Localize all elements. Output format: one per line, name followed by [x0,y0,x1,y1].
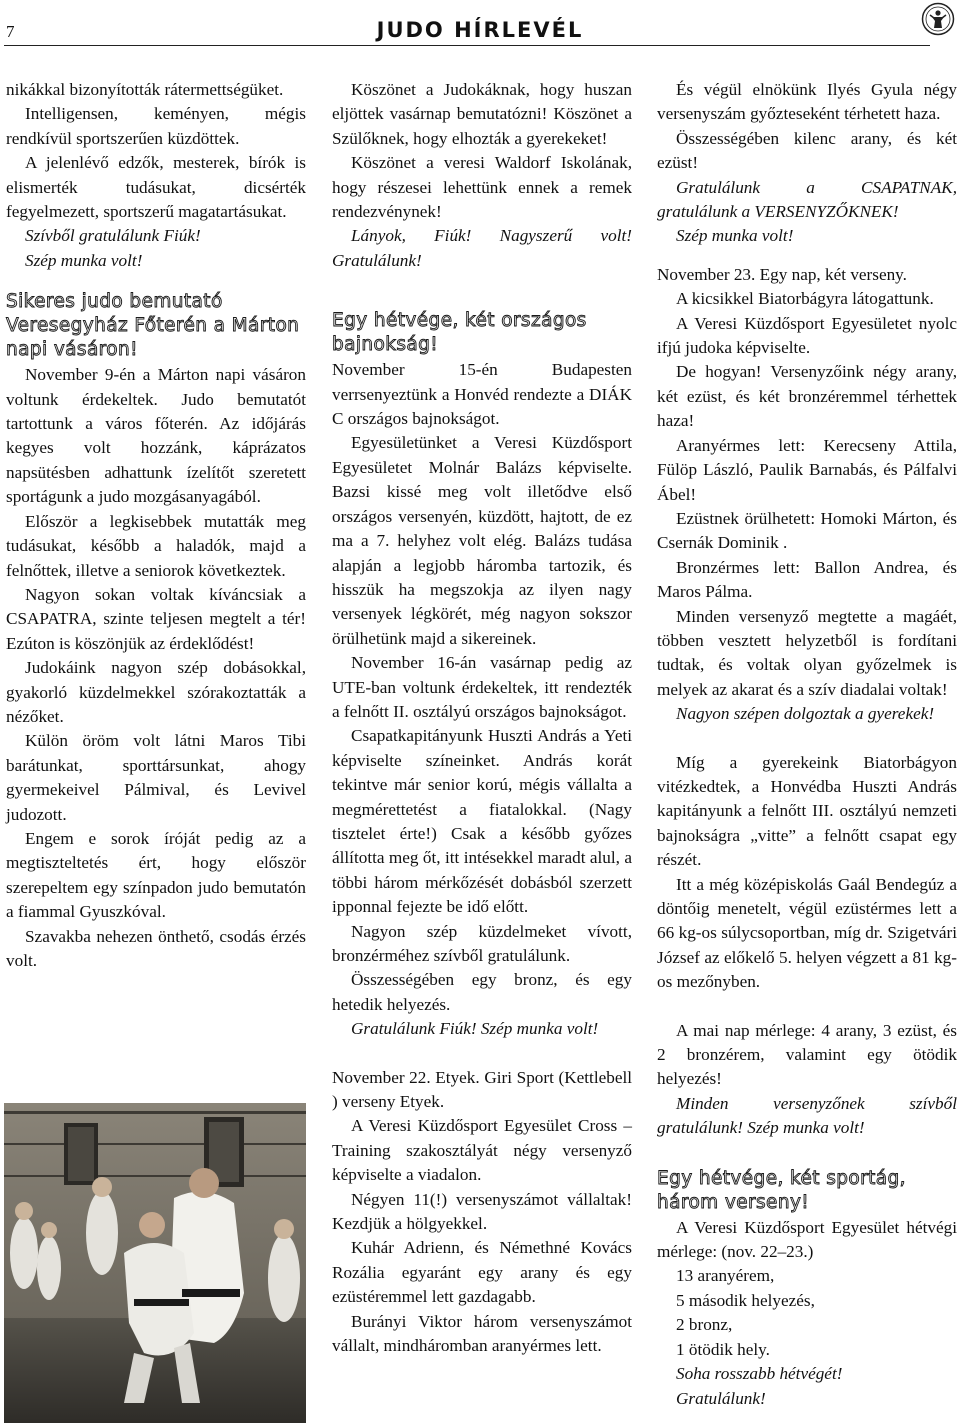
list-item: 5 második helyezés, [676,1290,815,1310]
page-number: 7 [6,22,15,41]
paragraph [657,263,957,287]
list-item: 13 aranyérem, [676,1266,775,1286]
judo-demonstration-photo [4,1103,306,1423]
paragraph: Csapatkapitányunk Huszti András a Yeti képviselte színeinket. András korát tekintve már senior korú, mégis vállalta a megmérettetést a fiatalokkal. (Nagy tisztelet érte!) Csak a később győzes állította meg őt, itt intésekkel maradt alul, a többi három mérkőzését dobásból szerzett ipponnal fejezte be idő előtt. [332,726,632,917]
paragraph: nikákkal bizonyították rátermettségüket. [6,80,284,99]
column-3 [657,78,957,1411]
header-rule [4,45,930,46]
section-heading: Egy hétvége, két országos bajnokság! [332,310,587,356]
paragraph: Összességében egy bronz, és egy hetedik helyezés. [332,970,632,1014]
paragraph: Nagyon szép küzdelmeket vívott, bronzérméhez szívből gratulálunk. [332,921,632,965]
paragraph: Gratulálunk Fiúk! Szép munka volt! [351,1019,599,1039]
paragraph: Aranyérmes lett: Kerecseny Attila, Fülöp László, Paulik Barnabás, és Pálfalvi Ábel! [657,435,957,504]
section-heading: Egy hétvége, két sportág, három verseny! [657,1167,906,1213]
paragraph: A Veresi Küzdősport Egyesület hétvégi mérlege: (nov. 22–23.) [657,1217,957,1262]
paragraph: És végül elnökünk Ilyés Gyula négy versenyszám győzteseként térhetett haza. [657,80,957,124]
paragraph: Judokáink nagyon szép dobásokkal, gyakorló küzdelmekkel szórakoztatták a nézőket. [6,658,306,726]
paragraph: Soha rosszabb hétvégét! [676,1364,843,1384]
paragraph: November 9-én a Márton napi vásáron voltunk érdekeltek. Judo bemutatót tartottunk a város főterén. Az időjárás kegyes volt hozzánk, káprázatos napsütésben adhattunk ízelítőt szeretett sportágunk a judo mozgásanyagából. [6,365,306,507]
paragraph: A kicsikkel Biatorbágyra látogattunk. [676,289,934,309]
paragraph: Ezüstnek örülhetett: Homoki Márton, és Csernák Dominik . [657,508,957,553]
list-item: 2 bronz, [676,1315,733,1335]
paragraph [332,1066,632,1115]
paragraph-text: Budapesten verrsenyeztünk a Honvéd rendezte a DIÁK C országos bajnokságot. [332,360,632,429]
paragraph: November 16-án vasárnap pedig az UTE-ban voltunk érdekeltek, itt rendezték a felnőtt II. osztályú országos bajnokságot. [332,653,632,721]
paragraph: A Veresi Küzdősport Egyesületet nyolc ifjú judoka képviselte. [657,313,957,358]
event-date: November 22. [332,1067,431,1087]
paragraph: Kuhár Adrienn, és Némethné Kovács Rozália egyaránt egy arany és egy ezüstéremmel lett gazdagabb. [332,1238,632,1307]
section-heading: Sikeres judo bemutató Veresegyház Főterén a Márton napi vásáron! [6,291,300,361]
paragraph: Engem e sorok íróját pedig az a megtiszteltetés ért, hogy először szerepeltem egy színpadon judo bemutatón a fiammal Gyuszkóval. [6,828,306,922]
paragraph-text: Egy nap, két verseny. [755,264,907,284]
paragraph: Gratulálunk! [676,1388,766,1408]
paragraph: Szavakba nehezen önthető, csodás érzés volt. [6,926,306,970]
paragraph: Egyesületünket a Veresi Küzdősport Egyesületet Molnár Balázs képviselte. Bazsi kissé meg volt illetődve első országos versenyén, küzdött, hajtott, de ez ma a 7. helyhez volt elég. Balázs tudása alapján a legjobb háromba tartozik, és hisszük ha megszokja az ilyen nagy versenyek légkörét, még nagyon sokszor örülhetünk majd a sikereinek. [332,433,632,648]
paragraph: Először a legkisebbek mutatták meg tudásukat, később a haladók, majd a felnőttek, illetve a seniorok következtek. [6,511,306,580]
list-item: 1 ötödik hely. [676,1339,770,1359]
paragraph: Itt a még középiskolás Gaál Bendegúz a döntőig menetelt, végül ezüstérmes lett a 66 kg-os súlycsoportban, míg dr. Szigetvári József az előkelő 5. helyen végzett a 81 kg-os mezőnyben. [657,874,957,992]
event-date: November 15-én [332,360,498,380]
paragraph: Négyen 11(!) versenyszámot vállaltak! Kezdjük a hölgyekkel. [332,1189,632,1234]
paragraph: Nagyon sokan voltak kíváncsiak a CSAPATRA, szinte teljesen megtelt a tér! Ezúton is köszönjük az érdeklődést! [6,584,306,653]
paragraph: Intelligensen, keményen, mégis rendkívül sportszerűen küzdöttek. [6,104,306,148]
paragraph: Lányok, Fiúk! Nagyszerű volt! Gratulálunk! [332,226,632,270]
paragraph: A jelenlévő edzők, mesterek, bírók is elismerték tudásukat, dicsérték fegyelmezett, sportszerű magatartásukat. [6,153,306,222]
paragraph: Köszönet a veresi Waldorf Iskolának, hogy részesei lehettünk ennek a remek rendezvénynek! [332,153,632,222]
paragraph: Szép munka volt! [676,226,794,246]
paragraph: Köszönet a Judokáknak, hogy huszan eljöttek vasárnap bemutatózni! Köszönet a Szülőknek, hogy elhozták a gyerekeket! [332,80,632,148]
event-date: November 23. [657,264,756,284]
paragraph: A Veresi Küzdősport Egyesület Cross – Training szakosztályát négy versenyző képviselte a viadalon. [332,1116,632,1185]
paragraph: Minden versenyző megtette a magáét, többen vesztett helyzetből is fordítani tudtak, és voltak olyan győzelmek is melyek az akarat és a szív diadalai voltak! [657,606,957,699]
paragraph: Bronzérmes lett: Ballon Andrea, és Maros Pálma. [657,557,957,602]
paragraph: Míg a gyerekeink Biatorbágyon vitézkedtek, a Honvédba Huszti András kapitányunk a felnőtt III. osztályú nemzeti bajnokságra „vitte” a felnőtt csapat egy részét. [657,752,957,870]
paragraph: A mai nap mérlege: 4 arany, 3 ezüst, és 2 bronzérem, valamint egy ötödik helyezés! [657,1020,957,1089]
column-1 [6,78,306,973]
page-header [0,0,960,50]
paragraph-text: Etyek. Giri Sport (Kettlebell ) verseny Etyek. [332,1067,633,1112]
paragraph: Szép munka volt! [25,250,143,270]
paragraph: Gratulálunk a CSAPATNAK, gratulálunk a VERSENYZŐKNEK! [657,177,957,222]
paragraph: Nagyon szépen dolgoztak a gyerekek! [676,704,935,724]
paragraph: Burányi Viktor három versenyszámot vállalt, mindháromban aranyérmes lett. [332,1311,632,1356]
column-2 [332,78,632,1359]
club-emblem-icon [921,2,955,36]
newsletter-title: JUDO HÍRLEVÉL [376,18,584,42]
paragraph: Összességében kilenc arany, és két ezüst! [657,128,957,173]
paragraph: De hogyan! Versenyzőink négy arany, két ezüst, és két bronzéremmel térhettek haza! [657,362,957,431]
paragraph: Külön öröm volt látni Maros Tibi barátunkat, sporttársunkat, ahogy gyermekeivel Pálmival, és Levivel judozott. [6,731,306,824]
paragraph: Szívből gratulálunk Fiúk! [25,226,201,246]
medal-summary-list [657,1264,957,1362]
paragraph [332,358,632,431]
paragraph: Minden versenyzőnek szívből gratulálunk! Szép munka volt! [657,1093,957,1138]
